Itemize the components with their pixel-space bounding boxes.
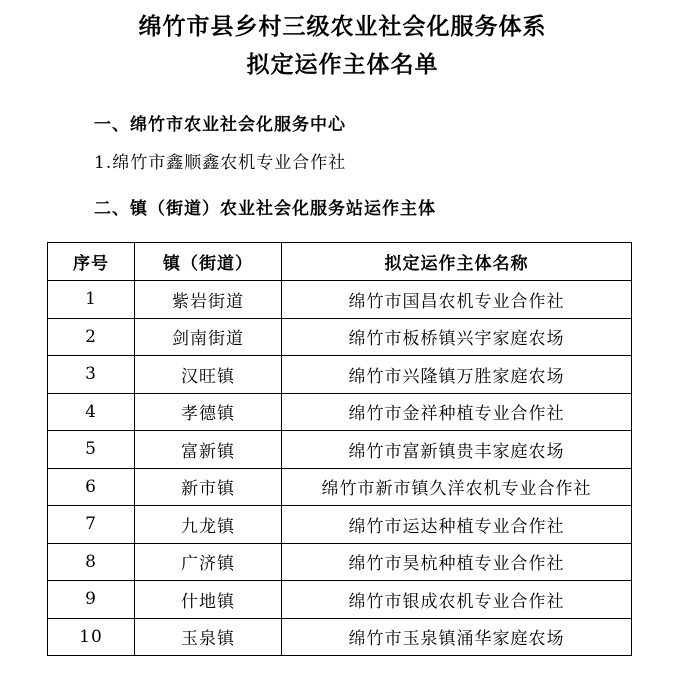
cell-operator: 绵竹市金祥种植专业合作社 <box>282 393 632 431</box>
section1-item: 1.绵竹市鑫顺鑫农机专业合作社 <box>94 153 347 173</box>
cell-town: 孝德镇 <box>135 393 282 431</box>
cell-operator: 绵竹市国昌农机专业合作社 <box>282 281 632 319</box>
table-row <box>48 506 632 544</box>
cell-town: 剑南街道 <box>135 318 282 356</box>
document-title-line1: 绵竹市县乡村三级农业社会化服务体系 <box>138 14 547 40</box>
cell-town: 什地镇 <box>135 581 282 619</box>
cell-operator: 绵竹市板桥镇兴宇家庭农场 <box>282 318 632 356</box>
section1-heading: 一、绵竹市农业社会化服务中心 <box>94 115 346 135</box>
table-row <box>48 356 632 394</box>
cell-serial: 3 <box>48 356 135 394</box>
table-row <box>48 468 632 506</box>
table-row <box>48 393 632 431</box>
cell-serial: 7 <box>48 506 135 544</box>
cell-serial: 8 <box>48 543 135 581</box>
cell-serial: 9 <box>48 581 135 619</box>
section2-heading: 二、镇（街道）农业社会化服务站运作主体 <box>94 199 436 219</box>
cell-town: 玉泉镇 <box>135 618 282 656</box>
cell-town: 九龙镇 <box>135 506 282 544</box>
cell-operator: 绵竹市兴隆镇万胜家庭农场 <box>282 356 632 394</box>
cell-operator: 绵竹市运达种植专业合作社 <box>282 506 632 544</box>
cell-operator: 绵竹市银成农机专业合作社 <box>282 581 632 619</box>
table-row <box>48 318 632 356</box>
cell-town: 紫岩街道 <box>135 281 282 319</box>
cell-operator: 绵竹市玉泉镇涌华家庭农场 <box>282 618 632 656</box>
cell-serial: 6 <box>48 468 135 506</box>
header-operator-name: 拟定运作主体名称 <box>282 243 632 281</box>
table-row <box>48 543 632 581</box>
cell-town: 广济镇 <box>135 543 282 581</box>
table-header-row <box>48 243 632 281</box>
cell-operator: 绵竹市昊杭种植专业合作社 <box>282 543 632 581</box>
table-row <box>48 431 632 469</box>
table-row <box>48 581 632 619</box>
cell-serial: 5 <box>48 431 135 469</box>
cell-operator: 绵竹市富新镇贵丰家庭农场 <box>282 431 632 469</box>
document-title-line2: 拟定运作主体名单 <box>246 52 439 78</box>
cell-serial: 1 <box>48 281 135 319</box>
header-serial: 序号 <box>48 243 135 281</box>
table-row <box>48 281 632 319</box>
operators-table <box>47 242 632 656</box>
header-town: 镇（街道） <box>135 243 282 281</box>
cell-town: 汉旺镇 <box>135 356 282 394</box>
cell-serial: 10 <box>48 618 135 656</box>
cell-town: 新市镇 <box>135 468 282 506</box>
cell-serial: 2 <box>48 318 135 356</box>
cell-town: 富新镇 <box>135 431 282 469</box>
table-row <box>48 618 632 656</box>
cell-operator: 绵竹市新市镇久洋农机专业合作社 <box>282 468 632 506</box>
cell-serial: 4 <box>48 393 135 431</box>
